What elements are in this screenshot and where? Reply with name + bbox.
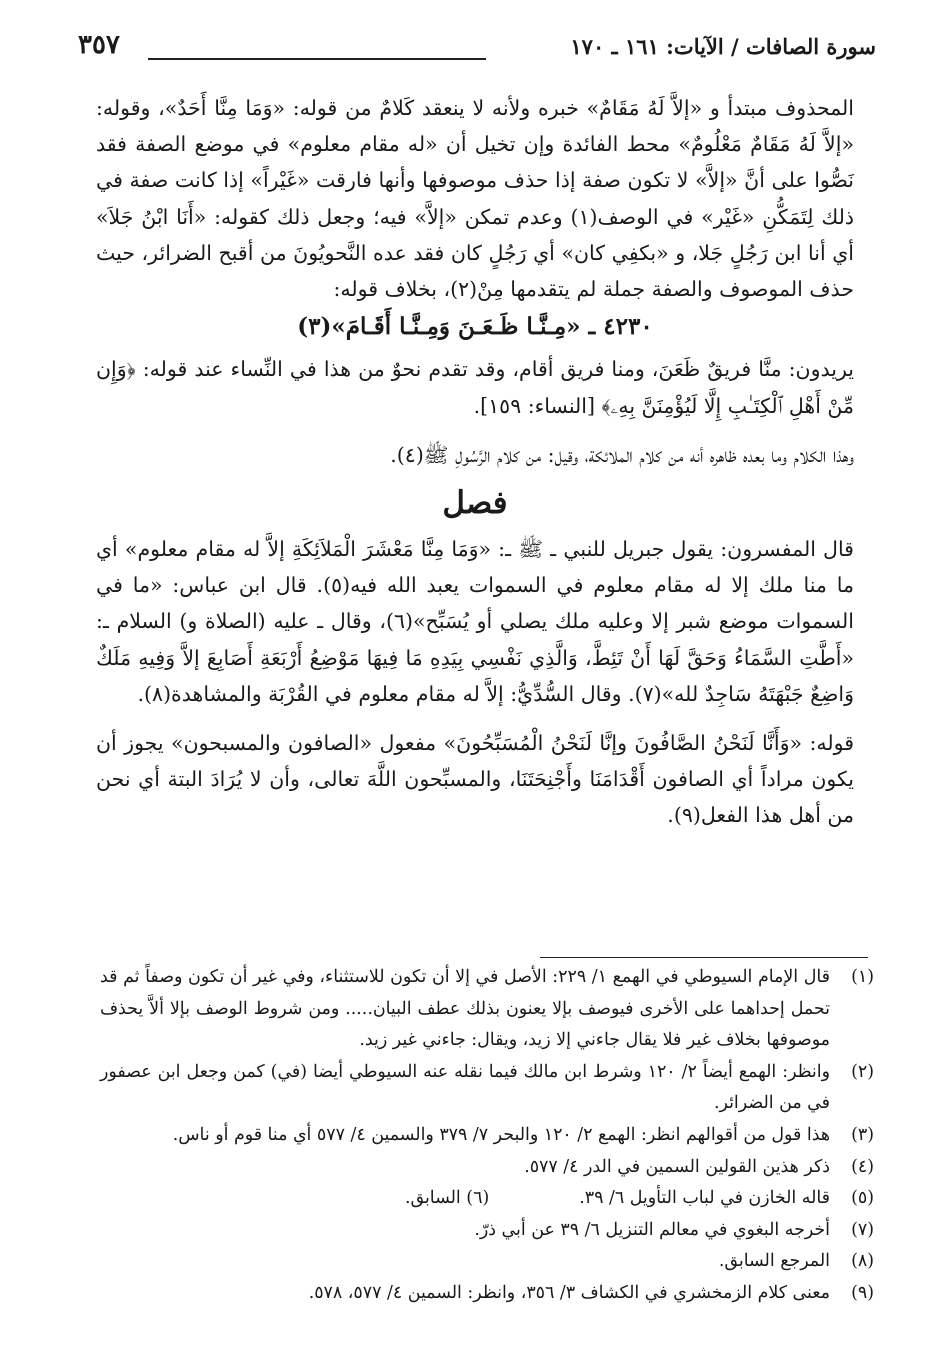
footnote-separator [540, 957, 868, 958]
footnote-number: (٢) [851, 1061, 874, 1082]
footnotes [100, 962, 874, 1310]
footnote-number: (١) [851, 967, 874, 987]
section-heading: فصل [442, 485, 508, 522]
footnote-text: ذكر هذين القولين السمين في الدر ٤/ ٥٧٧. [524, 1156, 830, 1177]
footnote [100, 1152, 874, 1184]
footnote-number: (٥) [851, 1188, 874, 1209]
header-rule [148, 58, 486, 60]
footnote-number: (٧) [851, 1219, 874, 1240]
footnote-number: (٨) [851, 1251, 874, 1272]
footnote [100, 1120, 874, 1152]
footnote-text: أخرجه البغوي في معالم التنزيل ٦/ ٣٩ عن أبي ذرّ. [474, 1219, 830, 1240]
footnote-number: (٣) [851, 1124, 874, 1145]
footnote-text: معنى كلام الزمخشري في الكشاف ٣/ ٣٥٦، وانظر: السمين ٤/ ٥٧٧، ٥٧٨. [308, 1282, 830, 1303]
paragraph-2: يريدون: منَّا فريقٌ ظَعَنَ، ومنا فريق أقام، وقد تقدم نحوٌ من هذا في النِّساء عند قوله: ﴿وَإِن مِّنْ أَهْلِ ٱلْكِتَـٰبِ إِلَّا لَيُؤْمِنَنَّ بِهِۦ﴾ [النساء: ١٥٩]. [96, 357, 854, 418]
paragraph-5: قوله: «وَأَنَّا لَنَحْنُ الصَّافُونَ وإنَّا لَنَحْنُ الْمُسَبِّحُونَ» مفعول «الصافون والمسبحون» يجوز أن يكون مراداً أي الصافون أَقْدَامَنَا وأَجْنِحَتَنَا، والمسبِّحون اللَّهَ تعالى، وأن لا يُرَادَ البتة أي نحن من أهل هذا الفعل(٩). [96, 731, 854, 828]
paragraph-1: المحذوف مبتدأ و «إلاَّ لَهُ مَقَامٌ» خبره ولأنه لا ينعقد كَلامٌ من قوله: «وَمَا مِنَّا أَحَدٌ»، وقوله: «إلاَّ لَهُ مَقَامٌ مَعْلُومٌ» محط الفائدة وإن تخيل أن «له مقام معلوم» في موضع الصفة فقد نَصُّوا على أنَّ «إلاَّ» لا تكون صفة إذا حذف موصوفها وأنها فارقت «غَيْراً» إذا كانت صفة في ذلك لِتَمَكُّنِ «غَيْر» في الوصف(١) وعدم تمكن «إلاَّ» فيه؛ وجعل ذلك كقوله: «أَنَا ابْنُ جَلاَ» أي أنا ابن رَجُلٍ جَلا، و «بكفِي كان» أي رَجُلٍ كان فقد عده النَّحويُونَ من أقبح الضرائر، حيث حذف الموصوف والصفة جملة لم يتقدمها مِنْ(٢)، بخلاف قوله: [96, 96, 854, 302]
footnote [100, 1183, 874, 1215]
footnote-number: (٩) [851, 1282, 874, 1303]
running-header [78, 30, 876, 70]
footnote-text: السابق. [404, 1188, 461, 1209]
main-text [96, 90, 854, 834]
page-number: ٣٥٧ [78, 30, 120, 60]
header-title: سورة الصافات / الآيات: ١٦١ ـ ١٧٠ [570, 34, 876, 59]
footnote [100, 962, 874, 1057]
footnote-inline [405, 1183, 489, 1215]
poetry-verse: ٤٢٣٠ ـ «مِـنَّـا ظَـعَـنَ وَمِـنَّـا أَقَـامَ»(٣) [297, 313, 653, 341]
footnote-number: (٦) [466, 1188, 490, 1209]
footnote-text: قاله الخازن في لباب التأويل ٦/ ٣٩. [579, 1188, 830, 1209]
paragraph-3: وهذا الكلام وما بعده ظاهره أنه من كلام الملائكة، وقيل: من كلام الرَّسُولِ ﷺ(٤). [390, 442, 854, 467]
paragraph-4: قال المفسرون: يقول جبريل للنبي ـ ﷺ ـ: «وَمَا مِنَّا مَعْشَرَ الْمَلاَئِكَةِ إلاَّ له مقام معلوم» أي ما منا ملك إلا له مقام معلوم في السموات يعبد الله فيه(٥). قال ابن عباس: «ما في السموات موضع شبر إلا وعليه ملك يصلي أو يُسَبِّح»(٦)، وقال ـ عليه (الصلاة و) السلام ـ: «أَطَّتِ السَّمَاءُ وَحَقَّ لَهَا أَنْ تَئِطَّ، وَالَّذِي نَفْسِي بِيَدِهِ مَا فِيهَا مَوْضِعُ أَرْبَعَةِ أَصَابِعَ إلاَّ وَفِيهِ مَلَكٌ وَاضِعٌ جَبْهَتَهُ سَاجِدٌ لله»(٧). وقال السُّدِّيُّ: إلاَّ له مقام معلوم في القُرْبَة والمشاهدة(٨). [96, 537, 854, 706]
footnote [100, 1246, 874, 1278]
footnote-text: قال الإمام السيوطي في الهمع ١/ ٢٢٩: الأصل في إلا أن تكون للاستثناء، وفي غير أن تكون وصفاً ثم قد تحمل إحداهما على الأخرى فيوصف بإلا يعنون بذلك عطف البيان..... ومن شروط الوصف بإلا ألاَّ يحذف موصوفها بخلاف غير فلا يقال جاءني إلا زيد، ويقال: جاءني غير زيد. [100, 967, 830, 1051]
footnote-text: وانظر: الهمع أيضاً ٢/ ١٢٠ وشرط ابن مالك فيما نقله عنه السيوطي أيضا (في) كمن وجعل ابن عصفور في من الضرائر. [100, 1061, 830, 1114]
footnote [100, 1057, 874, 1120]
footnote-text: المرجع السابق. [718, 1251, 830, 1272]
footnote [100, 1215, 874, 1247]
footnote-text: هذا قول من أقوالهم انظر: الهمع ٢/ ١٢٠ والبحر ٧/ ٣٧٩ والسمين ٤/ ٥٧٧ أي منا قوم أو ناس. [172, 1124, 830, 1145]
footnote-number: (٤) [851, 1156, 874, 1177]
footnote [100, 1278, 874, 1310]
